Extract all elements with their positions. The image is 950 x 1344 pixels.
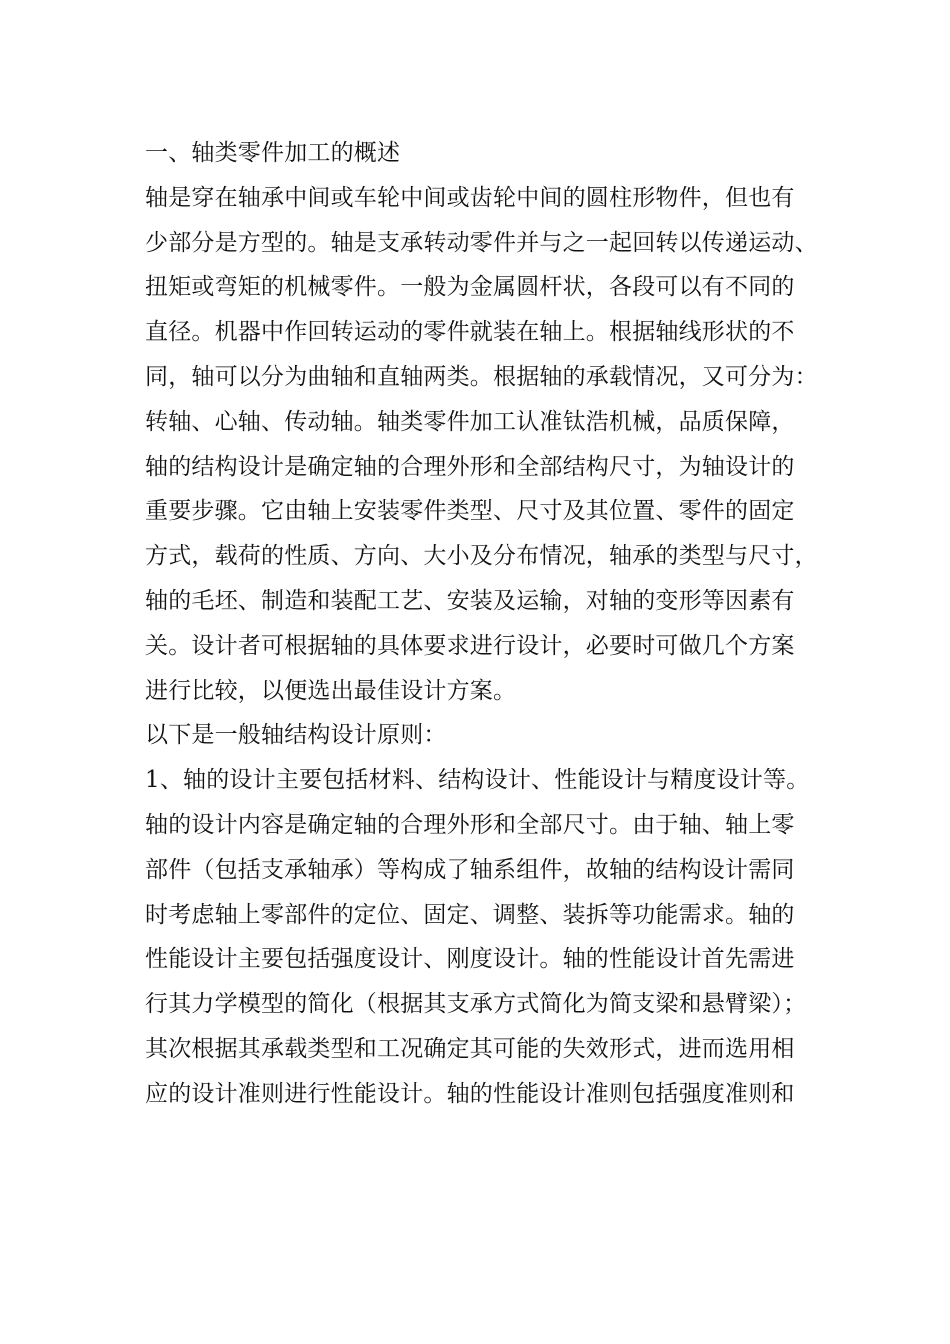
list-item-1: 1、轴的设计主要包括材料、结构设计、性能设计与精度设计等。 [145,767,810,794]
text-line: 行其力学模型的简化（根据其支承方式简化为简支梁和悬臂梁）； [145,991,807,1018]
text-line: 直径。机器中作回转运动的零件就装在轴上。根据轴线形状的不 [145,319,795,346]
heading-design-principles: 以下是一般轴结构设计原则： [145,722,447,749]
text-line: 时考虑轴上零部件的定位、固定、调整、装拆等功能需求。轴的 [145,901,795,928]
text-line: 重要步骤。它由轴上安装零件类型、尺寸及其位置、零件的固定 [145,498,795,525]
text-line: 应的设计准则进行性能设计。轴的性能设计准则包括强度准则和 [145,1080,795,1107]
text-line: 关。设计者可根据轴的具体要求进行设计，必要时可做几个方案 [145,632,795,659]
document-body [145,131,835,1117]
text-line: 轴是穿在轴承中间或车轮中间或齿轮中间的圆柱形物件，但也有 [145,184,795,211]
text-line: 性能设计主要包括强度设计、刚度设计。轴的性能设计首先需进 [145,946,795,973]
text-line: 同，轴可以分为曲轴和直轴两类。根据轴的承载情况，又可分为： [145,363,818,390]
text-line: 方式，载荷的性质、方向、大小及分布情况，轴承的类型与尺寸， [145,543,818,570]
text-line: 轴的设计内容是确定轴的合理外形和全部尺寸。由于轴、轴上零 [145,811,795,838]
heading-overview: 一、轴类零件加工的概述 [145,140,401,166]
text-line: 进行比较，以便选出最佳设计方案。 [145,677,517,704]
text-line: 部件（包括支承轴承）等构成了轴系组件，故轴的结构设计需同 [145,856,795,883]
text-line: 扭矩或弯矩的机械零件。一般为金属圆杆状，各段可以有不同的 [145,274,795,301]
text-line: 转轴、心轴、传动轴。轴类零件加工认准钛浩机械，品质保障， [145,408,795,435]
text-line: 其次根据其承载类型和工况确定其可能的失效形式，进而选用相 [145,1035,795,1062]
text-line: 少部分是方型的。轴是支承转动零件并与之一起回转以传递运动、 [145,229,818,256]
text-line: 轴的毛坯、制造和装配工艺、安装及运输，对轴的变形等因素有 [145,587,795,614]
text-line: 轴的结构设计是确定轴的合理外形和全部结构尺寸，为轴设计的 [145,453,795,480]
